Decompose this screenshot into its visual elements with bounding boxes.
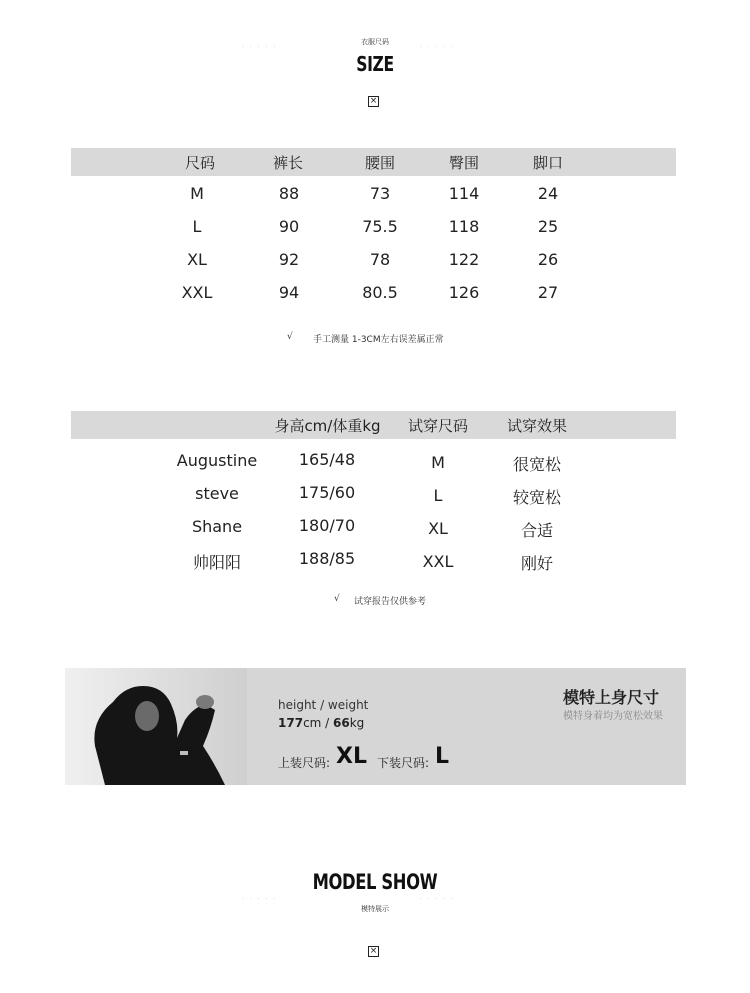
model-heading: 模特上身尺寸 [563,688,660,707]
fit-cell: 175/60 [298,483,356,502]
model-silhouette [65,668,247,785]
fit-name: Augustine [176,451,258,470]
size-subtitle: 衣服尺码 [361,38,389,46]
size-cell: 126 [448,283,480,302]
height-unit: cm [303,716,322,730]
fit-cell: 165/48 [298,450,356,469]
size-cell: 78 [369,250,391,269]
model-show-title: MODEL SHOW [312,870,438,894]
size-title-wrap [0,52,750,76]
fit-header-1: 身高cm/体重kg [274,417,381,435]
fit-cell: XL [428,519,448,538]
fit-cell: 合适 [520,521,553,540]
fit-cell: 180/70 [298,516,356,535]
decorative-dots-left: · · · · · [242,896,278,903]
fit-cell: L [433,486,443,505]
size-header-3: 臀围 [448,154,479,172]
top-size-label: 上装尺码: [278,756,331,770]
fit-name: Shane [191,517,243,536]
height-weight-label: height / weight [278,698,369,712]
fit-header-3: 试穿效果 [506,417,567,435]
model-photo [65,668,247,785]
close-icon[interactable]: × [369,96,378,106]
height-value: 177 [278,716,304,730]
size-cell: 26 [537,250,559,269]
size-cell: 24 [537,184,559,203]
decorative-dots-right: · · · · · [420,44,456,51]
hw-separator: / [321,716,334,730]
size-header-1: 裤长 [272,154,303,172]
size-cell: 80.5 [362,283,398,302]
weight-value: 66 [333,716,350,730]
fit-header-2: 试穿尺码 [407,417,468,435]
size-cell: XXL [181,283,213,302]
size-cell: 25 [537,217,559,236]
decorative-dots-right: · · · · · [420,896,456,903]
fit-name: steve [195,484,239,503]
close-icon[interactable]: × [369,946,378,956]
size-header-0: 尺码 [184,154,215,172]
bottom-size-value: L [435,744,450,769]
size-note: 手工测量 1-3CM左右误差属正常 [313,335,444,345]
decorative-dots-left: · · · · · [242,44,278,51]
fit-cell: XXL [422,552,454,571]
height-weight-values [278,716,364,730]
fit-note: 试穿报告仅供参考 [354,597,427,607]
fit-cell: 很宽松 [512,455,561,474]
check-icon: √ [334,594,340,604]
model-show-subtitle: 模特展示 [361,905,389,913]
fit-cell: 刚好 [520,554,553,573]
size-cell: 90 [278,217,300,236]
check-icon: √ [287,332,293,342]
size-cell: M [190,184,204,203]
size-cell: 88 [278,184,300,203]
size-cell: 73 [369,184,391,203]
fit-cell: 188/85 [298,549,356,568]
weight-unit: kg [349,716,365,730]
size-cell: 122 [448,250,480,269]
size-cell: 75.5 [362,217,398,236]
size-cell: 118 [448,217,480,236]
size-header-2: 腰围 [364,154,395,172]
size-cell: 94 [278,283,300,302]
fit-name: 帅阳阳 [192,553,241,572]
fit-cell: 较宽松 [512,488,561,507]
size-cell: 92 [278,250,300,269]
size-title: SIZE [356,52,394,76]
model-show-title-wrap [0,870,750,894]
bottom-size-label: 下装尺码: [377,756,430,770]
model-subheading: 模特身着均为宽松效果 [563,711,663,722]
size-cell: L [192,217,202,236]
size-cell: 114 [448,184,480,203]
size-cell: XL [187,250,207,269]
size-header-4: 脚口 [532,154,563,172]
fit-cell: M [431,453,445,472]
top-size-value: XL [336,744,367,769]
size-cell: 27 [537,283,559,302]
